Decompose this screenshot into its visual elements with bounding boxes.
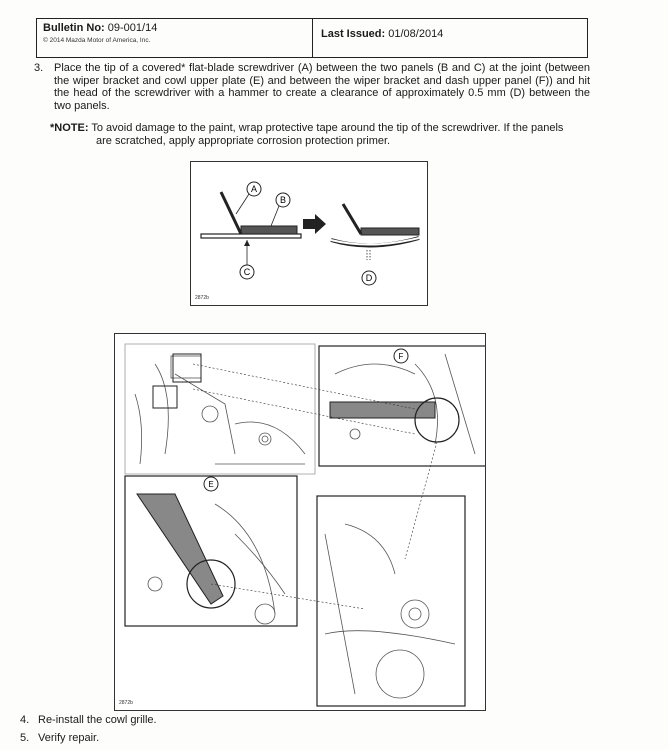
cowl-location-diagram [114, 333, 486, 711]
note-line-2: are scratched, apply appropriate corrosion protection primer. [96, 134, 391, 147]
figure-code: 2872b [195, 295, 209, 301]
screwdriver-f [330, 402, 435, 418]
engine-bay-sketch [125, 344, 315, 474]
issue-info [313, 19, 587, 57]
label-a: A [250, 184, 258, 194]
panel-c-left [201, 234, 301, 238]
main-view [317, 496, 465, 706]
label-d: D [365, 273, 373, 283]
label-f: F [398, 352, 404, 361]
step-text: Place the tip of a covered* flat-blade screwdriver (A) between the two panels (B and C) at the joint (between the wiper bracket and cowl upper plate (E) and between the wiper bracket and dash upper panel (F)) and hit the head of the screwdriver with a hammer to create a clearance of approximately 0.5 mm (D) between the two panels. [54, 62, 590, 112]
issued-value: 01/08/2014 [388, 28, 444, 40]
bulletin-value: 09-001/14 [107, 22, 158, 34]
screwdriver-right [343, 204, 361, 234]
step-3 [34, 62, 590, 112]
arrow-icon [303, 214, 326, 234]
panel-b-left [241, 226, 297, 234]
step-5 [20, 732, 99, 744]
note-line-1: To avoid damage to the paint, wrap protective tape around the tip of the screwdriver. If the panels [91, 122, 564, 134]
issued-label: Last Issued: [321, 28, 386, 40]
note-label: *NOTE: [50, 122, 89, 134]
step-number: 4. [20, 714, 30, 726]
step-number: 5. [20, 732, 30, 744]
note [50, 122, 590, 147]
cowl-diagram-svg [115, 334, 485, 710]
bulletin-info [37, 19, 313, 57]
panel-clearance-diagram [190, 161, 428, 306]
step-4 [20, 714, 157, 726]
bulletin-label: Bulletin No: [43, 22, 105, 34]
step-text: Re-install the cowl grille. [38, 714, 157, 726]
step-number: 3. [34, 62, 44, 74]
figure-code-2: 2872b [119, 700, 133, 706]
bulletin-number [43, 22, 306, 34]
label-e: E [208, 480, 214, 489]
panel-diagram-svg [191, 162, 427, 305]
label-b: B [279, 195, 287, 205]
screwdriver-left [221, 192, 241, 234]
step-text: Verify repair. [38, 732, 100, 744]
bulletin-header [36, 18, 588, 58]
label-c: C [243, 267, 251, 277]
copyright: © 2014 Mazda Motor of America, Inc. [43, 37, 151, 44]
panel-b-right [361, 228, 419, 235]
